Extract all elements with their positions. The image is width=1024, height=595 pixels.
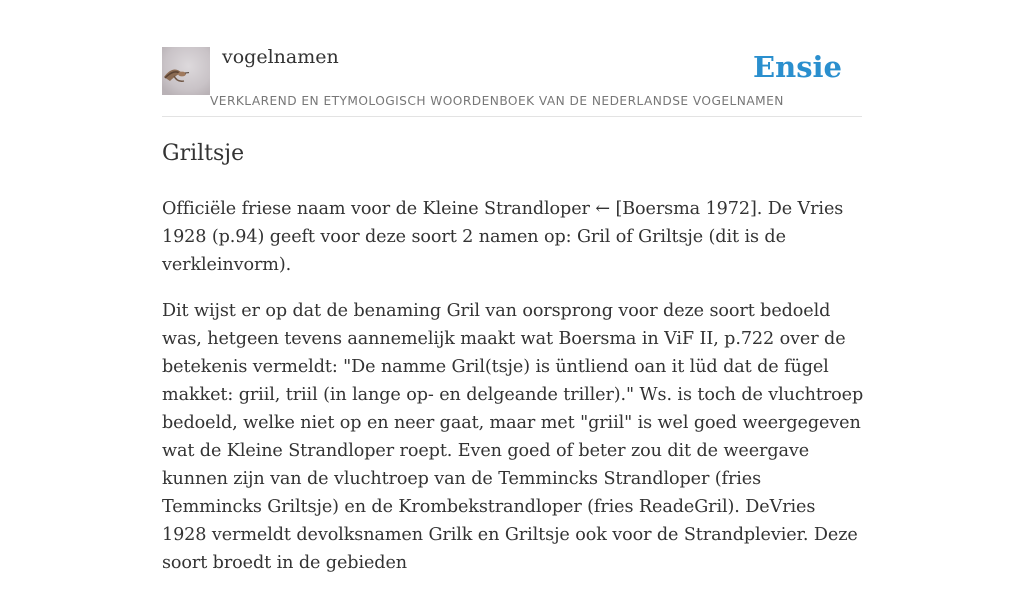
ensie-logo[interactable]: Ensie bbox=[753, 50, 842, 84]
article-paragraph: Officiële friese naam voor de Kleine Strandloper ← [Boersma 1972]. De Vries 1928 (p.94) geeft voor deze soort 2 namen op: Gril of Griltsje (dit is de verkleinvorm). bbox=[162, 199, 844, 275]
article bbox=[162, 138, 864, 595]
article-paragraph: Dit wijst er op dat de benaming Gril van oorsprong voor deze soort bedoeld was, hetgeen tevens aannemelijk maakt wat Boersma in ViF II, p.722 over de betekenis vermeldt: "De namme Gril(tsje) is üntliend oan it lüd dat de fügel makket: griil, triil (in lange op- en delgeande triller)." Ws. is toch de vluchtroep bedoeld, welke niet op en neer gaat, maar met "griil" is wel goed weergegeven wat de Kleine Strandloper roept. Even goed of beter zou dit de weergave kunnen zijn van de vluchtroep van de Temmincks Strandloper (fries Temmincks Griltsje) en de Krombekstrandloper (fries ReadeGril). DeVries 1928 vermeldt devolksnamen Grilk en Griltsje ook voor de Strandplevier. Deze soort broedt in de gebieden bbox=[162, 301, 864, 573]
site-subtitle: VERKLAREND EN ETYMOLOGISCH WOORDENBOEK VAN DE NEDERLANDSE VOGELNAMEN bbox=[210, 94, 784, 108]
site-name-link[interactable]: vogelnamen bbox=[222, 46, 339, 68]
site-header bbox=[162, 46, 862, 117]
bird-photo-avatar-icon bbox=[162, 47, 210, 95]
site-avatar[interactable] bbox=[162, 47, 210, 95]
article-title: Griltsje bbox=[162, 141, 245, 166]
